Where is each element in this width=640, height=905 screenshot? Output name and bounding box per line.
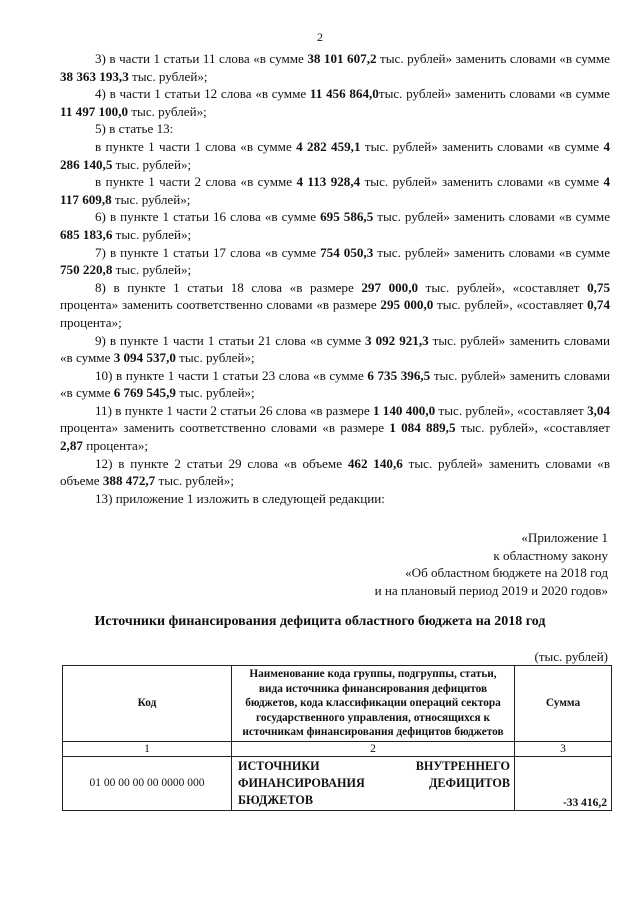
appendix-line-2: к областному закону [493,547,608,563]
amount-value: 3 094 537,0 [113,350,176,366]
amount-value: 297 000,0 [361,279,419,295]
appendix-header [375,529,608,599]
paragraph-text: 8) в пункте 1 статьи 18 слова «в размере [95,279,362,295]
appendix-line-1: «Приложение 1 [521,530,608,545]
amendment-paragraph [60,138,610,173]
table-row [63,756,612,810]
column-number: 1 [63,741,232,756]
units-label: (тыс. рублей) [534,649,608,664]
appendix-line-4: и на плановый период 2019 и 2020 годов» [374,582,608,598]
amendment-paragraph [60,85,610,120]
paragraph-text: тыс. рублей»; [112,226,192,242]
amendment-paragraph [60,402,610,455]
amount-value: 695 586,5 [320,209,374,225]
paragraph-text: 3) в части 1 статьи 11 слова «в сумме [95,51,308,66]
paragraph-text: 11) в пункте 1 части 2 статьи 26 слова «в размере [95,402,373,418]
paragraph-text: тыс. рублей», «составляет [433,297,588,313]
amount-value: 462 140,6 [347,455,403,471]
paragraph-text: тыс. рублей» заменить словами «в сумме [360,174,604,190]
amount-value: 3 092 921,3 [365,332,429,348]
amount-value: 6 735 396,5 [367,367,431,383]
paragraph-text: тыс. рублей» заменить словами «в сумме [373,209,611,225]
amendment-paragraph [60,173,610,208]
page-number: 2 [317,30,323,44]
paragraph-text: тыс. рублей»; [128,103,207,119]
amount-value: 750 220,8 [60,262,113,278]
amount-value: 11 497 100,0 [60,103,129,119]
amount-value: 38 363 193,3 [60,68,129,84]
paragraph-text: тыс. рублей», «составляет [418,279,588,295]
paragraph-text: 4) в части 1 статьи 12 слова «в сумме [95,86,310,102]
column-number: 2 [232,741,515,756]
paragraph-text: 9) в пункте 1 части 1 статьи 21 слова «в сумме [95,332,366,348]
table-header-row [63,666,612,742]
paragraph-text: тыс. рублей»; [175,385,255,401]
paragraph-text: процента» заменить соответственно словами «в размере [60,297,381,313]
paragraph-text: 5) в статье 13: [95,121,174,137]
paragraph-text: тыс. рублей»; [155,473,234,489]
amendment-paragraph [60,332,610,367]
paragraph-text: процента»; [82,438,149,454]
amount-value: 295 000,0 [380,297,434,313]
header-sum: Сумма [515,666,612,742]
amendment-paragraph [60,50,610,85]
paragraph-text: тыс. рублей»; [112,156,192,172]
row-code: 01 00 00 00 00 0000 000 [63,756,232,810]
paragraph-text: в пункте 1 части 2 слова «в сумме [95,174,297,190]
paragraph-text: 7) в пункте 1 статьи 17 слова «в сумме [95,244,321,260]
amendment-paragraph [60,120,610,138]
amount-value: 685 183,6 [60,226,113,242]
paragraph-text: тыс. рублей» заменить словами «в сумме [360,138,604,154]
amendment-list [60,50,610,507]
header-code: Код [63,666,232,742]
amendment-paragraph [60,490,610,508]
amendment-paragraph [60,208,610,243]
amount-value: 1 084 889,5 [389,420,456,436]
column-number: 3 [515,741,612,756]
paragraph-text: тыс. рублей»; [128,68,208,84]
appendix-line-3: «Об областном бюджете на 2018 год [405,565,608,581]
paragraph-text: тыс. рублей», «составляет [455,420,610,436]
amount-value: 2,87 [60,438,83,454]
amount-value: 38 101 607,2 [307,51,377,66]
amendment-paragraph [60,367,610,402]
paragraph-text: тыс. рублей» заменить словами «в сумме [60,332,610,366]
paragraph-text: процента»; [60,314,122,330]
amount-value: 388 472,7 [102,473,156,489]
amount-value: 3,04 [587,402,610,418]
paragraph-text: 12) в пункте 2 статьи 29 слова «в объеме [95,455,348,471]
amendment-paragraph [60,244,610,279]
amount-value: 11 456 864,0 [309,86,379,102]
amount-value: 1 140 400,0 [372,402,436,418]
amount-value: 4 282 459,1 [296,138,361,154]
column-number-row [63,741,612,756]
amount-value: 4 286 140,5 [60,138,610,172]
paragraph-text: тыс. рублей», «составляет [435,402,588,418]
amount-value: 754 050,3 [320,244,374,260]
row-name: ИСТОЧНИКИ ВНУТРЕННЕГО ФИНАНСИРОВАНИЯ ДЕФИЦИТОВ БЮДЖЕТОВ [232,756,515,810]
table-title: Источники финансирования дефицита областного бюджета на 2018 год [94,614,546,629]
amount-value: 4 113 928,4 [296,174,361,190]
paragraph-text: тыс. рублей»; [111,191,191,207]
amount-value: 0,74 [587,297,610,313]
financing-sources-table [62,665,612,811]
paragraph-text: процента» заменить соответственно словами «в размере [60,420,390,436]
paragraph-text: 13) приложение 1 изложить в следующей редакции: [95,490,385,506]
row-sum: -33 416,2 [515,756,612,810]
paragraph-text: тыс. рублей»; [112,262,192,278]
paragraph-text: тыс. рублей» заменить словами «в сумме [373,244,611,260]
amount-value: 4 117 609,8 [60,174,610,207]
paragraph-text: 10) в пункте 1 части 1 статьи 23 слова «в сумме [95,367,368,383]
amendment-paragraph [60,455,610,490]
amount-value: 0,75 [587,279,610,295]
amendment-paragraph [60,279,610,332]
paragraph-text: тыс. рублей» заменить словами «в сумме [378,86,610,102]
paragraph-text: в пункте 1 части 1 слова «в сумме [95,138,297,154]
amount-value: 6 769 545,9 [113,385,176,401]
header-name: Наименование кода группы, подгруппы, статьи, вида источника финансирования дефицитов бюджетов, кода классификации операций сектора государственного управления, относящихся к источникам финансирования дефицитов бюджетов [232,666,515,742]
paragraph-text: тыс. рублей» заменить словами «в объеме [60,455,611,489]
paragraph-text: тыс. рублей» заменить словами «в сумме [60,367,611,401]
paragraph-text: тыс. рублей»; [175,350,255,366]
paragraph-text: 6) в пункте 1 статьи 16 слова «в сумме [95,209,321,225]
paragraph-text: тыс. рублей» заменить словами «в сумме [376,51,610,66]
